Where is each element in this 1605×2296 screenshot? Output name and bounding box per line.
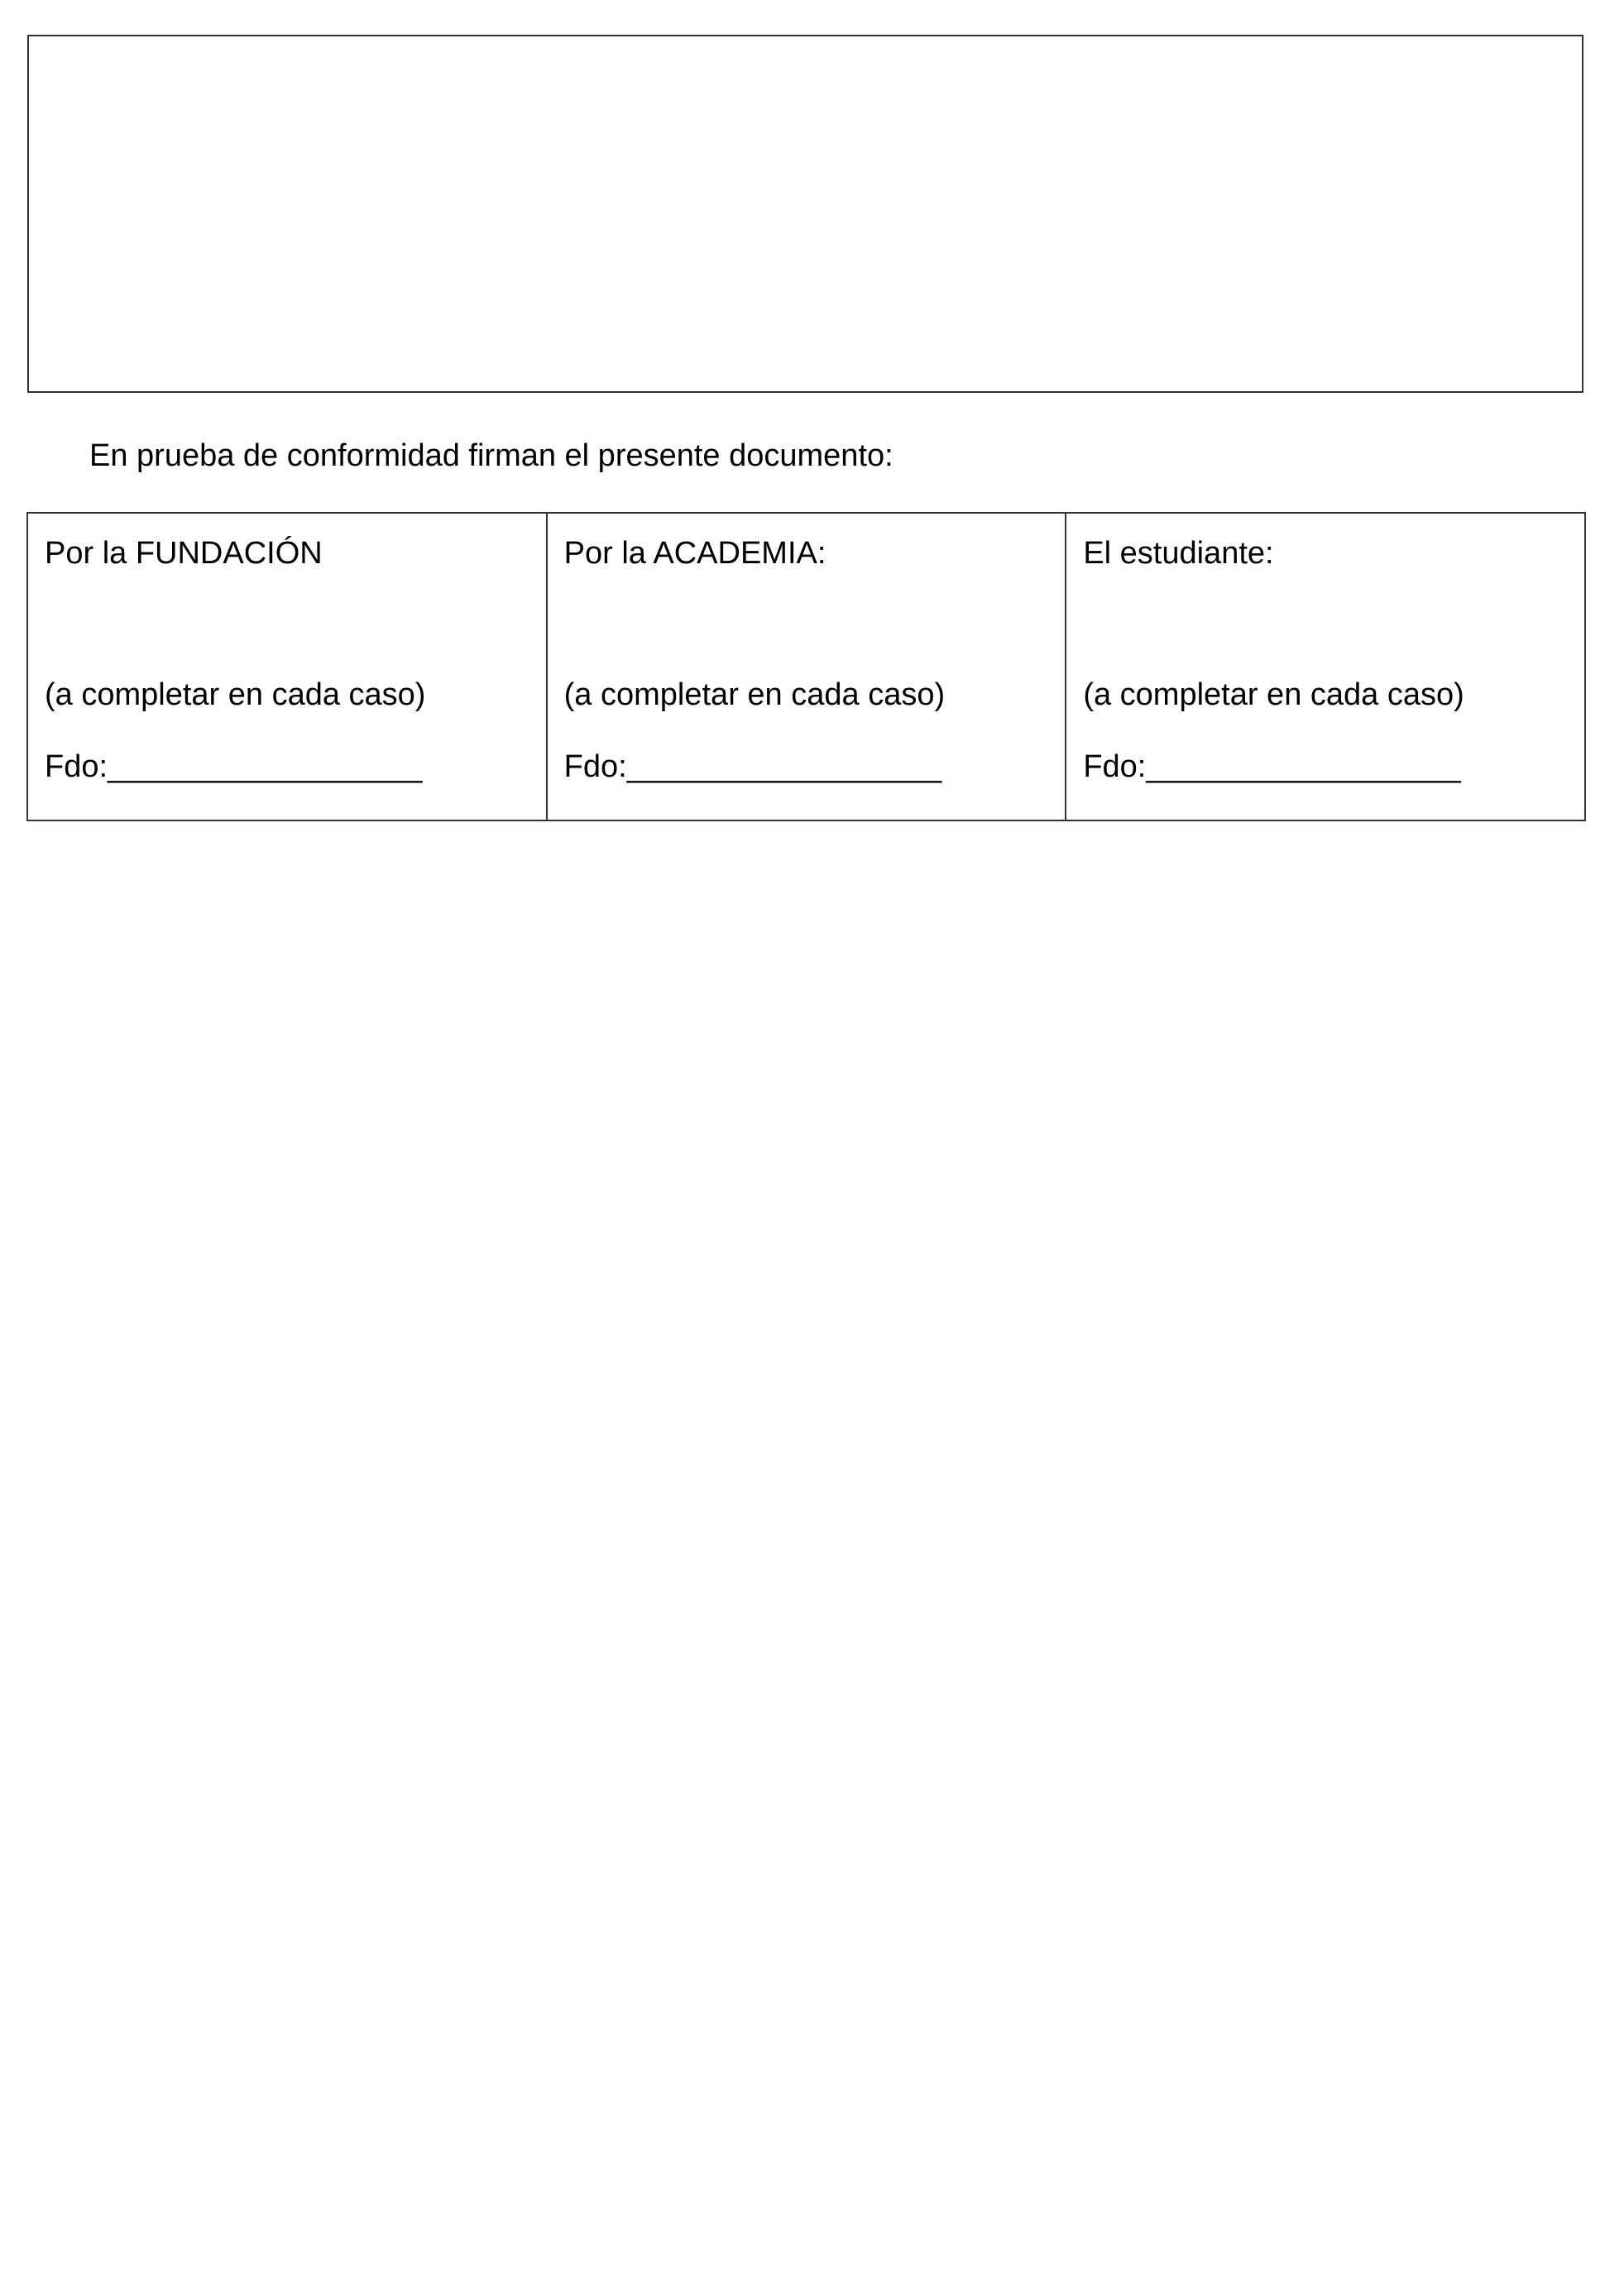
signature-note: (a completar en cada caso) <box>1083 677 1464 712</box>
empty-content-box <box>27 35 1583 393</box>
signature-line: Fdo:__________________ <box>45 749 423 784</box>
signature-heading: Por la ACADEMIA: <box>563 536 826 571</box>
signature-cell-fundacion <box>27 513 547 820</box>
signature-note: (a completar en cada caso) <box>563 677 946 712</box>
signature-cell-academia <box>547 513 1066 820</box>
signature-row <box>27 513 1585 820</box>
intro-text: En prueba de conformidad firman el presente documento: <box>89 438 894 473</box>
signature-line: Fdo:__________________ <box>563 749 942 784</box>
signature-heading: Por la FUNDACIÓN <box>45 536 323 571</box>
signature-note: (a completar en cada caso) <box>45 677 426 712</box>
signature-heading: El estudiante: <box>1083 536 1274 571</box>
signature-line: Fdo:__________________ <box>1083 749 1461 784</box>
signature-cell-estudiante <box>1066 513 1585 820</box>
signature-table <box>26 512 1586 821</box>
